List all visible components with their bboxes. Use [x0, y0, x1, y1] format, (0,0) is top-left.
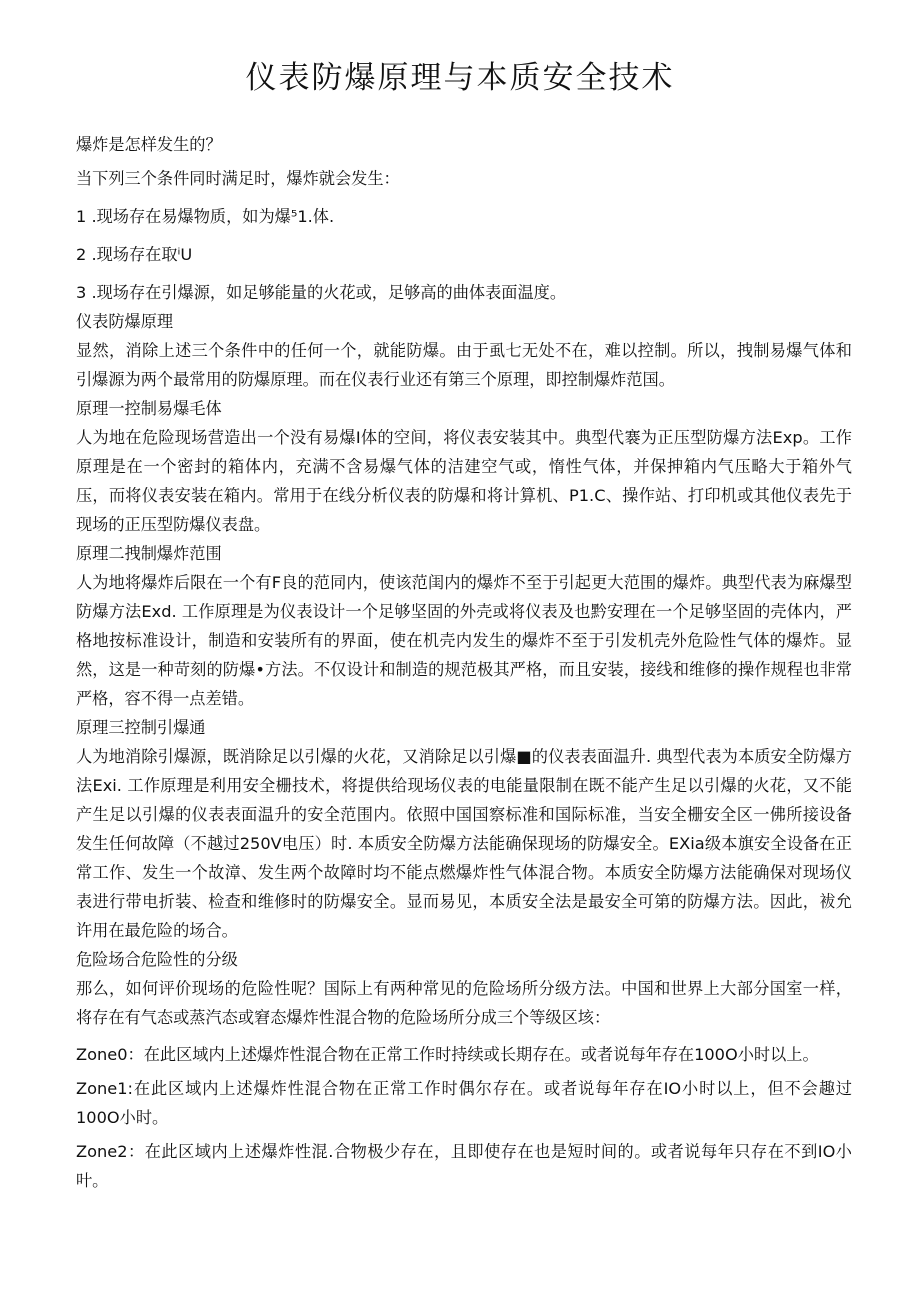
- section-heading-principles: 仪表防爆原理: [76, 312, 174, 331]
- document-body: [76, 130, 852, 1195]
- condition-1: 1 .现场存在易爆物质，如为爆⁵1.体.: [76, 207, 335, 226]
- section-heading-principle-1: 原理一控制易爆毛体: [76, 399, 222, 418]
- page-title: 仪表防爆原理与本质安全技术: [245, 60, 675, 96]
- zone-1-definition: Zone1:在此区域内上述爆炸性混合物在正常工作时偶尔存在。或者说每年存在IO小时以上，但不会趣过100O小时。: [76, 1079, 852, 1127]
- paragraph-principles: 显然，消除上述三个条件中的任何一个，就能防爆。由于虱七无处不在，难以控制。所以，拽制易爆气体和引爆源为两个最常用的防爆原理。而在仪表行业还有第三个原理，即控制爆炸范国。: [76, 341, 852, 389]
- condition-3: 3 .现场存在引爆源，如足够能量的火花或，足够高的曲体表面温度。: [76, 283, 567, 302]
- paragraph-principle-1: 人为地在危险现场营造出一个没有易爆Ⅰ体的空间，将仪表安装其中。典型代褰为正压型防爆方法Exp。工作原理是在一个密封的箱体内，充满不含易爆气体的洁建空气或，惰性气体，并保抻箱内气压略大于箱外气压，而将仪表安装在箱内。常用于在线分析仪表的防爆和将计算机、P1.C、操作站、打印机或其他仪表先于现场的正压型防爆仪表盘。: [76, 428, 852, 534]
- question-heading: 爆炸是怎样发生的？: [76, 135, 222, 154]
- condition-2: 2 .现场存在取ⁱU: [76, 245, 193, 264]
- section-heading-classification: 危险场合危险性的分级: [76, 950, 238, 969]
- paragraph-classification: 那么，如何评价现场的危险性呢？国际上有两种常见的危险场所分级方法。中国和世界上大部分国室一样，将存在有气态或蒸汽态或窘态爆炸性混合物的危险场所分成三个等级区垓：: [76, 979, 852, 1027]
- zone-2-definition: Zone2：在此区域内上述爆炸性混.合物极少存在，且即使存在也是短时间的。或者说每年只存在不到IO小叶。: [76, 1142, 852, 1190]
- section-heading-principle-3: 原理三控制引爆通: [76, 718, 206, 737]
- section-heading-principle-2: 原理二拽制爆炸范围: [76, 544, 222, 563]
- paragraph-principle-3: 人为地消除引爆源，既消除足以引爆的火花，又消除足以引爆■的仪表表面温升. 典型代表为本质安全防爆方法Exi. 工作原理是利用安全栅技术，将提供给现场仪表的电能量限制在既不能产生足以引爆的火花，又不能产生足以引爆的仪表表面温升的安全范围内。依照中国国察标准和国际标准，当安全栅安全区一佛所接设备发生任何故障（不越过250V电压）时. 本质安全防爆方法能确保现场的防爆安全。EXia级本旗安全设备在正常工作、发生一个故漳、发生两个故障时均不能点燃爆炸性气体混合物。本质安全防爆方法能确保对现场仪表进行带电折装、检查和维修时的防爆安全。显而易见，本质安全法是最安全可第的防爆方法。因此，袚允许用在最危险的场合。: [76, 747, 852, 940]
- paragraph-principle-2: 人为地将爆炸后限在一个有F良的范同内，使该范闺内的爆炸不至于引起更大范围的爆炸。典型代表为麻爆型防爆方法Exd. 工作原理是为仪表设计一个足够坚固的外壳或将仪表及也黔安理在一个足够坚固的壳体内，严格地按标准设计，制造和安装所有的界面，使在机壳内发生的爆炸不至于引发机壳外危险性气体的爆炸。显然，这是一种苛刻的防爆•方法。不仅设计和制造的规范极其严格，而且安装，接线和维修的操作规程也非常严格，容不得一点差错。: [76, 573, 852, 708]
- conditions-intro: 当下列三个条件同时满足时，爆炸就会发生：: [76, 169, 400, 188]
- zone-0-definition: Zone0：在此区域内上述爆炸性混合物在正常工作时持续或长期存在。或者说每年存在100O小时以上。: [76, 1045, 819, 1064]
